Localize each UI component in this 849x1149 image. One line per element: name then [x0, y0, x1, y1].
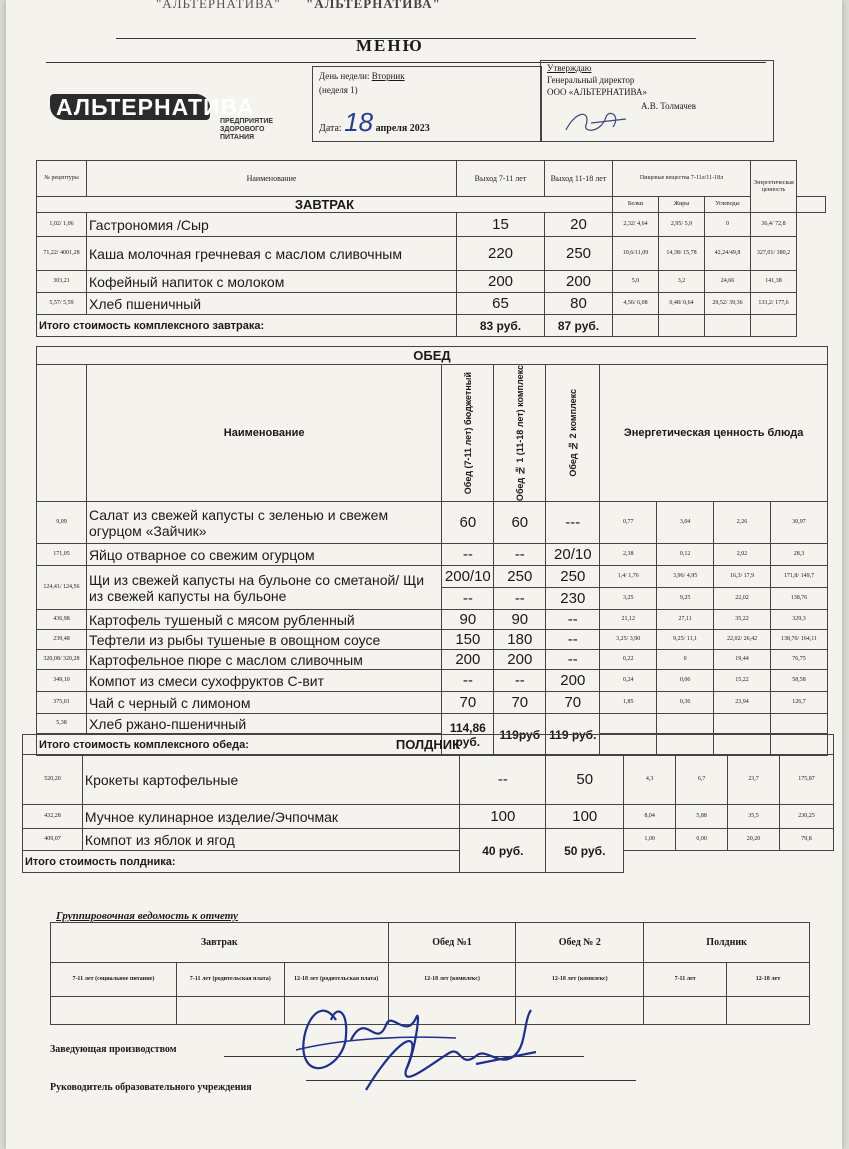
col-output-11-18: Выход 11-18 лет	[545, 161, 613, 197]
summary-col-lunch-2: Обед № 2	[516, 923, 644, 963]
table-row: 5,38 Хлеб ржано-пшеничный 114,86 руб. 119руб 119 руб.	[37, 714, 828, 734]
table-row: 520,20 Крокеты картофельные -- 50 4,3 6,7 23,7 175,87	[23, 755, 834, 805]
menu-document	[6, 0, 842, 1149]
snack-total-label: Итого стоимость полдника:	[23, 851, 460, 873]
lunch-section-title: ОБЕД	[37, 347, 828, 365]
summary-sub-col: 7-11 лет (социальное питание)	[51, 963, 177, 997]
lunch-total-label: Итого стоимость комплексного обеда:	[37, 734, 442, 756]
table-row: 409,07 Компот из яблок и ягод 40 руб. 50 руб. 1,00 0,00 20,20 79,8	[23, 829, 834, 851]
approve-name: А.В. Толмачев	[641, 101, 696, 111]
table-row: 320,08/ 320,28 Картофельное пюре с маслом сливочным 200 200 -- 0,22 0 19,44 76,75	[37, 650, 828, 670]
date-label: Дата:	[319, 123, 342, 134]
table-row: 375,01 Чай с черный с лимоном 70 70 70 1,85 0,36 23,94 126,7	[37, 692, 828, 714]
head-institution-label: Руководитель образовательного учреждения	[50, 1082, 252, 1093]
table-row: 436,98 Картофель тушеный с мясом рубленный 90 90 -- 21,12 27,11 35,22 329,3	[37, 610, 828, 630]
summary-sub-col: 12-18 лет (комплекс)	[516, 963, 644, 997]
table-row: 5,57/ 5,59 Хлеб пшеничный 65 80 4,56/ 6,08 0,48/ 0,64 29,52/ 39,36 133,2/ 177,6	[37, 293, 826, 315]
col-output-7-11: Выход 7-11 лет	[457, 161, 545, 197]
lunch-total-budget: 114,86 руб.	[442, 714, 494, 756]
breakfast-total-label: Итого стоимость комплексного завтрака:	[37, 315, 457, 337]
summary-sub-col: 12-18 лет (комплекс)	[388, 963, 516, 997]
week-label: (неделя 1)	[319, 85, 358, 95]
lunch-table	[36, 346, 828, 756]
logo-subtitle: ПРЕДПРИЯТИЕ ЗДОРОВОГО ПИТАНИЯ	[220, 118, 274, 141]
col-carb: Углеводы	[705, 197, 751, 213]
day-value: Вторник	[371, 71, 405, 81]
lunch-total-complex-2: 119 руб.	[546, 714, 600, 756]
table-row: 9,09 Салат из свежей капусты с зеленью и свежем огурцом «Зайчик» 60 60 --- 0,77 3,04 2,26 30,97	[37, 502, 828, 544]
summary-sub-col: 12-18 лет (родительская плата)	[284, 963, 388, 997]
day-label: День недели:	[319, 71, 370, 81]
summary-col-snack: Полдник	[644, 923, 810, 963]
summary-col-breakfast: Завтрак	[51, 923, 389, 963]
breakfast-total-7-11: 83 руб.	[457, 315, 545, 337]
summary-sub-col: 12-18 лет	[727, 963, 810, 997]
snack-table	[22, 734, 834, 873]
date-rest: апреля 2023	[375, 123, 430, 134]
summary-col-lunch-1: Обед №1	[388, 923, 516, 963]
lunch-col-complex-2: Обед № 2 комплекс	[567, 389, 578, 477]
col-recipe-num: № рецептуры	[37, 161, 87, 197]
lunch-col-complex-1: Обед № 1 (11-18 лет) комплекс	[514, 365, 525, 502]
head-production-label: Заведующая производством	[50, 1044, 177, 1055]
col-energy: Энергетическая ценность	[751, 161, 797, 213]
logo-text: АЛЬТЕРНАТИВА	[56, 94, 255, 120]
table-row: 239,48 Тефтели из рыбы тушеные в овощном соусе 150 180 -- 3,25/ 3,90 9,25/ 11,1 22,02/ 26,42 138,76/ 164,11	[37, 630, 828, 650]
col-fat: Жиры	[659, 197, 705, 213]
table-row: -- -- 230 3,25 9,25 22,02 138,76	[37, 588, 828, 610]
approve-org: ООО «АЛЬТЕРНАТИВА»	[547, 87, 647, 97]
col-protein: Белки	[613, 197, 659, 213]
director-signature	[561, 105, 631, 137]
handwritten-signatures	[276, 980, 576, 1110]
summary-sub-col: 7-11 лет (родительская плата)	[176, 963, 284, 997]
snack-total-row	[23, 851, 834, 873]
approve-box	[540, 60, 774, 142]
col-nutrients: Пищевые вещества 7-11л/11-18л	[613, 161, 751, 197]
company-logo	[50, 88, 290, 144]
table-row: 432,28 Мучное кулинарное изделие/Эчпочмак 100 100 8,04 5,88 35,5 230,25	[23, 805, 834, 829]
table-row: 171,05 Яйцо отварное со свежим огурцом -- -- 20/10 2,38 0,12 2,02 28,3	[37, 544, 828, 566]
date-box	[312, 66, 542, 142]
table-row: 349,10 Компот из смеси сухофруктов С-вит -- -- 200 0,24 0,06 15,22 58,58	[37, 670, 828, 692]
breakfast-total-row	[37, 315, 826, 337]
table-row: 71,22/ 4001,28 Каша молочная гречневая с маслом сливочным 220 250 10,6/11,09 14,38/ 15,78 42,24/49,8 327,01/ 380,2	[37, 237, 826, 271]
date-day: 18	[344, 107, 374, 137]
table-row: 1,02/ 1,06 Гастрономия /Сыр 15 20 2,32/ 4,64 2,95/ 5,9 0 36,4/ 72,8	[37, 213, 826, 237]
col-name: Наименование	[87, 161, 457, 197]
approve-label: Утверждаю	[547, 63, 592, 73]
summary-title: Группировочная ведомость к отчету	[56, 910, 238, 922]
lunch-col-name: Наименование	[86, 365, 441, 502]
lunch-col-energy: Энергетическая ценность блюда	[600, 365, 828, 502]
summary-sub-col: 7-11 лет	[644, 963, 727, 997]
snack-section-title: ПОЛДНИК	[23, 735, 834, 755]
menu-title: МЕНЮ	[356, 36, 424, 55]
breakfast-total-11-18: 87 руб.	[545, 315, 613, 337]
snack-total-7-11: 40 руб.	[460, 829, 546, 873]
table-row: 303,21 Кофейный напиток с молоком 200 200 5,0 3,2 24,66 141,38	[37, 271, 826, 293]
org-name-top-center: "АЛЬТЕРНАТИВА"	[306, 0, 441, 11]
lunch-col-budget: Обед (7-11 лет) бюджетный	[462, 371, 473, 495]
approve-position: Генеральный директор	[547, 75, 635, 85]
breakfast-table	[36, 160, 826, 337]
lunch-total-complex-1: 119руб	[494, 714, 546, 756]
org-name-top-left: "АЛЬТЕРНАТИВА"	[156, 0, 281, 11]
breakfast-section-title: ЗАВТРАК	[37, 197, 613, 213]
snack-total-12-18: 50 руб.	[546, 829, 624, 873]
table-row: 124,41/ 124,56 Щи из свежей капусты на бульоне со сметаной/ Щи из свежей капусты на бульоне 200/10 250 250 1,4/ 1,76 3,96/ 4,95 16,3/ 17,9 171,8/ 149,7	[37, 566, 828, 588]
